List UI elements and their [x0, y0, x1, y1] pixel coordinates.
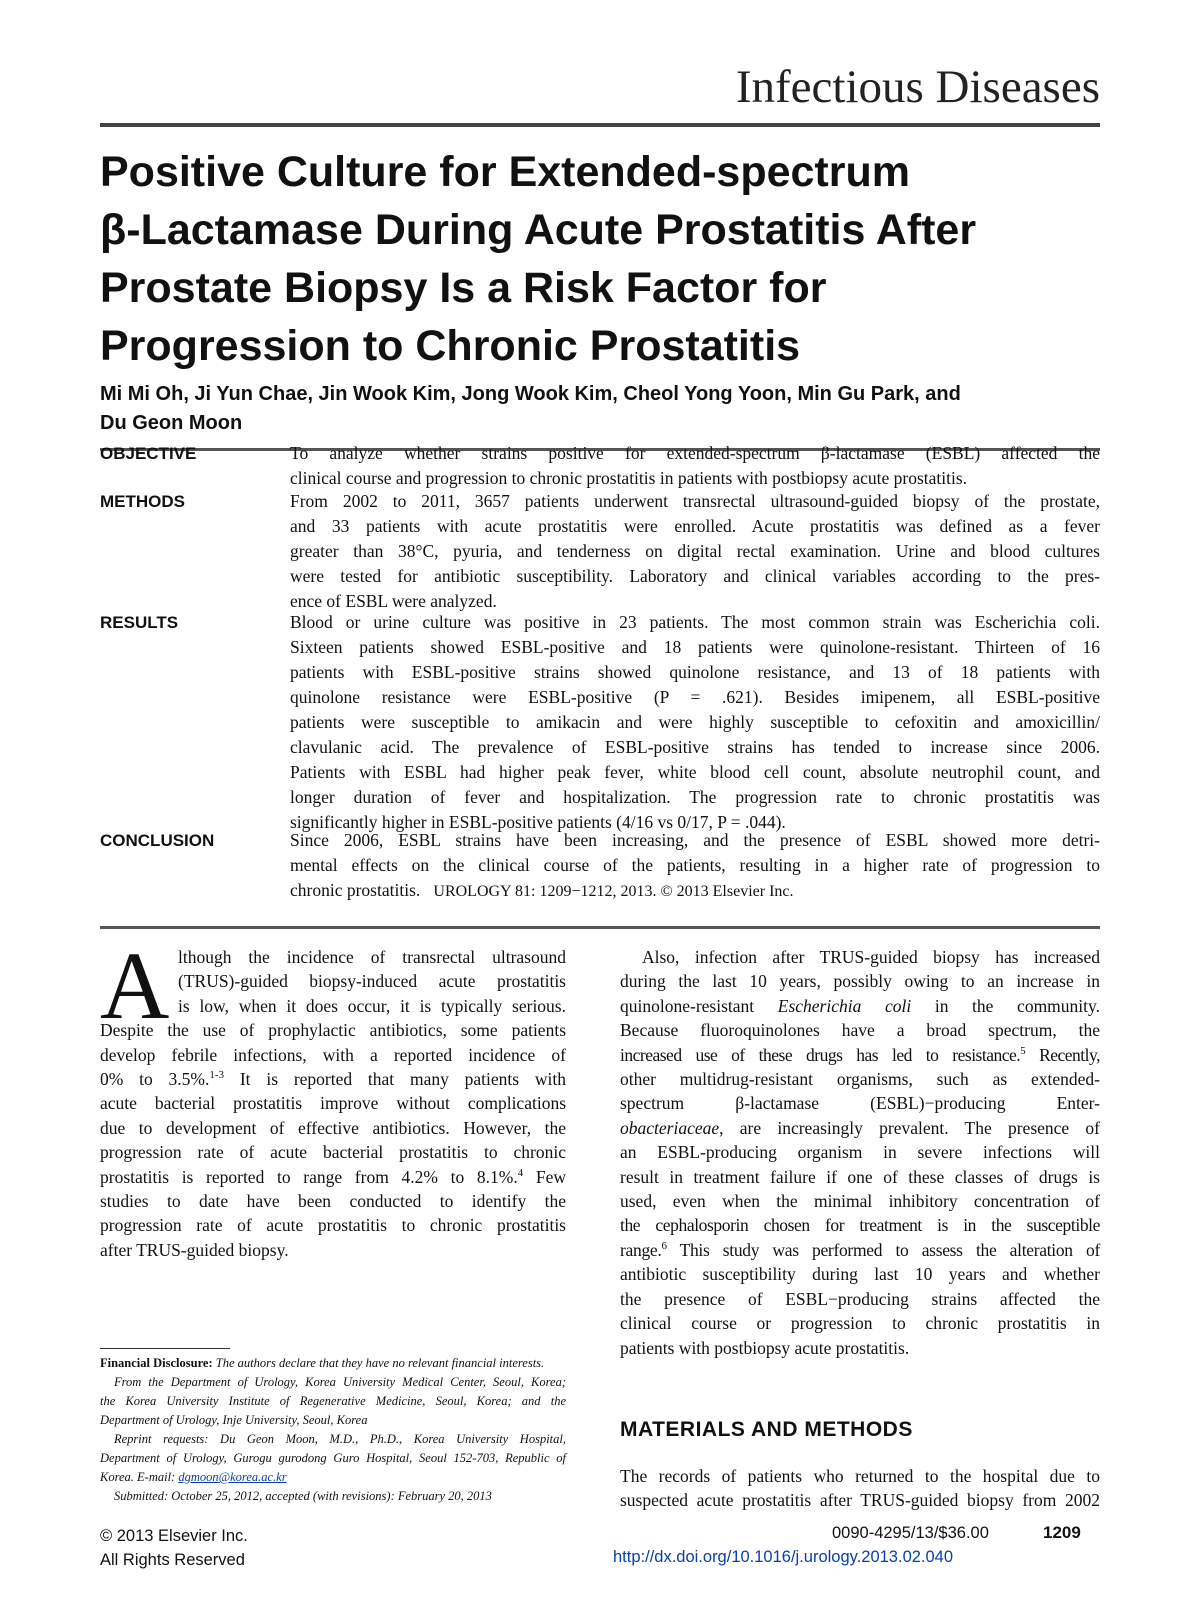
abstract-line: To analyze whether strains positive for extended-spectrum β-lactamase (ESBL) affected the: [290, 443, 1100, 463]
body-text: prostatitis is reported to range from 4.2% to 8.1%.: [100, 1166, 518, 1187]
abstract-line: Patients with ESBL had higher peak fever, white blood cell count, absolute neutrophil count, and: [290, 762, 1100, 782]
body-line: after TRUS-guided biopsy.: [100, 1239, 289, 1260]
section-heading: MATERIALS AND METHODS: [620, 1418, 913, 1441]
conclusion-text: [290, 828, 1100, 904]
body-line: other multidrug-resistant organisms, such as extended-: [620, 1069, 1100, 1090]
email-link[interactable]: dgmoon@korea.ac.kr: [178, 1470, 287, 1484]
body-line: patients with postbiopsy acute prostatitis.: [620, 1337, 910, 1358]
body-text: , are increasingly prevalent. The presence of: [719, 1117, 1100, 1138]
objective-label: OBJECTIVE: [100, 444, 197, 463]
body-line: Despite the use of prophylactic antibiotics, some patients: [100, 1020, 566, 1041]
body-line: Because fluoroquinolones have a broad spectrum, the: [620, 1020, 1100, 1041]
abstract-line: Blood or urine culture was positive in 23 patients. The most common strain was Escherichia coli.: [290, 612, 1100, 632]
body-line: [100, 1067, 566, 1091]
body-line: [620, 1043, 1100, 1067]
reference-link[interactable]: 4: [517, 1166, 524, 1179]
body-text: range.: [620, 1239, 662, 1260]
organism-name: Escherichia coli: [777, 995, 912, 1016]
body-line: [100, 1165, 566, 1189]
section-header: Infectious Diseases: [735, 61, 1100, 113]
disclosure-text: The authors declare that they have no relevant financial interests.: [212, 1356, 545, 1370]
abstract-line: greater than 38°C, pyuria, and tenderness on digital rectal examination. Urine and blood cultures: [290, 541, 1100, 561]
abstract-line: patients were susceptible to amikacin and were highly susceptible to cefoxitin and amoxicillin/: [290, 712, 1100, 732]
footnote-line: Department of Urology, Gurogu gurodong Guro Hospital, Seoul 152-703, Republic of: [100, 1451, 566, 1465]
footnote-text: Korea. E-mail:: [100, 1470, 179, 1484]
footnote-line: [100, 1354, 566, 1373]
body-line: Also, infection after TRUS-guided biopsy has increased: [642, 947, 1100, 967]
footnote-line: From the Department of Urology, Korea University Medical Center, Seoul, Korea;: [114, 1375, 566, 1389]
methods-body: [620, 1464, 1100, 1513]
body-line: progression rate of acute bacterial prostatitis to chronic: [100, 1142, 566, 1163]
body-text: This study was performed to assess the alteration of: [666, 1239, 1100, 1260]
body-line: the presence of ESBL−producing strains affected the: [620, 1288, 1100, 1309]
issn: 0090-4295/13/$36.00: [832, 1524, 989, 1542]
body-text: 0% to 3.5%.: [100, 1069, 210, 1090]
footnotes: [100, 1354, 566, 1506]
body-line: result in treatment failure if one of these classes of drugs is: [620, 1166, 1100, 1187]
abstract-line: significantly higher in ESBL-positive patients (4/16 vs 0/17, P = .044).: [290, 812, 786, 832]
organism-name: obacteriaceae: [620, 1117, 720, 1138]
body-text: increased use of these drugs has led to resistance.: [620, 1044, 1021, 1065]
body-line: [620, 994, 1100, 1018]
body-line: clinical course or progression to chronic prostatitis in: [620, 1313, 1100, 1334]
header-rule: [100, 123, 1100, 127]
citation: UROLOGY 81: 1209−1212, 2013. © 2013 Elsevier Inc.: [433, 883, 794, 900]
body-line: suspected acute prostatitis after TRUS-guided biopsy from 2002: [620, 1490, 1100, 1511]
footnote-line: Reprint requests: Du Geon Moon, M.D., Ph.D., Korea University Hospital,: [114, 1432, 566, 1446]
footer-copyright: [100, 1524, 248, 1572]
body-left-column: [100, 945, 566, 1262]
body-text: It is reported that many patients with: [224, 1069, 566, 1090]
reference-link[interactable]: 1-3: [209, 1069, 225, 1082]
methods-label: METHODS: [100, 492, 185, 511]
body-line: [620, 1116, 1100, 1140]
abstract-line: clinical course and progression to chronic prostatitis in patients with postbiopsy acute prostatitis.: [290, 468, 968, 488]
body-line: acute bacterial prostatitis improve without complications: [100, 1093, 566, 1114]
rights-text: All Rights Reserved: [100, 1551, 245, 1569]
body-line: antibiotic susceptibility during last 10 years and whether: [620, 1264, 1100, 1285]
body-line: is low, when it does occur, it is typically serious.: [178, 995, 566, 1016]
body-right-column: [620, 945, 1100, 1360]
abstract-line-text: chronic prostatitis.: [290, 880, 421, 900]
abstract-line: clavulanic acid. The prevalence of ESBL-positive strains has tended to increase since 2006.: [290, 737, 1100, 757]
title-line: Progression to Chronic Prostatitis: [100, 322, 801, 370]
abstract-line: were tested for antibiotic susceptibility. Laboratory and clinical variables according to the pres-: [290, 566, 1100, 586]
abstract-line: ence of ESBL were analyzed.: [290, 591, 497, 611]
body-line: spectrum β-lactamase (ESBL)−producing Enter-: [620, 1093, 1100, 1114]
body-line: due to development of effective antibiotics. However, the: [100, 1117, 566, 1138]
body-line: studies to date have been conducted to identify the: [100, 1191, 566, 1212]
footnote-line: Submitted: October 25, 2012, accepted (with revisions): February 20, 2013: [114, 1489, 492, 1503]
footnote-line: Department of Urology, Inje University, Seoul, Korea: [100, 1413, 368, 1427]
reference-link[interactable]: 5: [1020, 1044, 1026, 1057]
abstract-line: Since 2006, ESBL strains have been increasing, and the presence of ESBL showed more detri-: [290, 830, 1100, 850]
abstract-line: patients with ESBL-positive strains showed quinolone resistance, and 13 of 18 patients with: [290, 662, 1100, 682]
body-line: progression rate of acute prostatitis to chronic prostatitis: [100, 1215, 566, 1236]
copyright-text: © 2013 Elsevier Inc.: [100, 1527, 248, 1545]
abstract-line: mental effects on the clinical course of the patients, resulting in a higher rate of progression to: [290, 855, 1100, 875]
article-title: [100, 143, 1100, 375]
body-line: lthough the incidence of transrectal ultrasound: [178, 947, 566, 967]
body-line: an ESBL-producing organism in severe infections will: [620, 1142, 1100, 1163]
reference-link[interactable]: 6: [661, 1240, 667, 1253]
title-line: Prostate Biopsy Is a Risk Factor for: [100, 264, 827, 312]
author-list: [100, 380, 1100, 438]
results-label: RESULTS: [100, 613, 179, 632]
title-line: β-Lactamase During Acute Prostatitis After: [100, 206, 977, 254]
abstract-line: longer duration of fever and hospitalization. The progression rate to chronic prostatitis was: [290, 787, 1100, 807]
abstract-line: Sixteen patients showed ESBL-positive and 18 patients were quinolone-resistant. Thirteen of 16: [290, 637, 1100, 657]
body-text: in the community.: [911, 995, 1101, 1016]
body-line: develop febrile infections, with a reported incidence of: [100, 1044, 566, 1065]
abstract-line: [290, 878, 1100, 904]
drop-cap: A: [100, 932, 170, 1039]
body-line: the cephalosporin chosen for treatment is in the susceptible: [620, 1215, 1100, 1236]
footnote-line: the Korea University Institute of Regenerative Medicine, Seoul, Korea; and the: [100, 1394, 566, 1408]
footnote-rule: [100, 1348, 230, 1349]
page-number: 1209: [1043, 1523, 1081, 1542]
abstract-line: quinolone resistance were ESBL-positive (P = .621). Besides imipenem, all ESBL-positive: [290, 687, 1100, 707]
body-line: during the last 10 years, possibly owing to an increase in: [620, 971, 1100, 992]
disclosure-label: Financial Disclosure:: [100, 1356, 213, 1370]
abstract-line: and 33 patients with acute prostatitis were enrolled. Acute prostatitis was defined as a fever: [290, 516, 1100, 536]
author-line: Mi Mi Oh, Ji Yun Chae, Jin Wook Kim, Jong Wook Kim, Cheol Yong Yoon, Min Gu Park, and: [100, 383, 961, 405]
footnote-line: [100, 1468, 566, 1487]
body-text: Few: [523, 1166, 567, 1187]
body-line: [620, 1238, 1100, 1262]
body-text: Recently,: [1025, 1044, 1101, 1065]
body-line: used, even when the minimal inhibitory concentration of: [620, 1191, 1100, 1212]
body-line: The records of patients who returned to the hospital due to: [620, 1466, 1100, 1486]
abstract-line: From 2002 to 2011, 3657 patients underwent transrectal ultrasound-guided biopsy of the prostate,: [290, 491, 1100, 511]
conclusion-label: CONCLUSION: [100, 831, 215, 850]
abstract-bottom-rule: [100, 926, 1100, 929]
results-text: [290, 610, 1100, 835]
body-line: (TRUS)-guided biopsy-induced acute prostatitis: [178, 971, 566, 992]
methods-text: [290, 489, 1100, 614]
body-text: quinolone-resistant: [620, 995, 778, 1016]
author-line: Du Geon Moon: [100, 412, 243, 434]
doi-link[interactable]: http://dx.doi.org/10.1016/j.urology.2013.02.040: [613, 1548, 954, 1566]
objective-text: [290, 441, 1100, 491]
title-line: Positive Culture for Extended-spectrum: [100, 148, 910, 196]
